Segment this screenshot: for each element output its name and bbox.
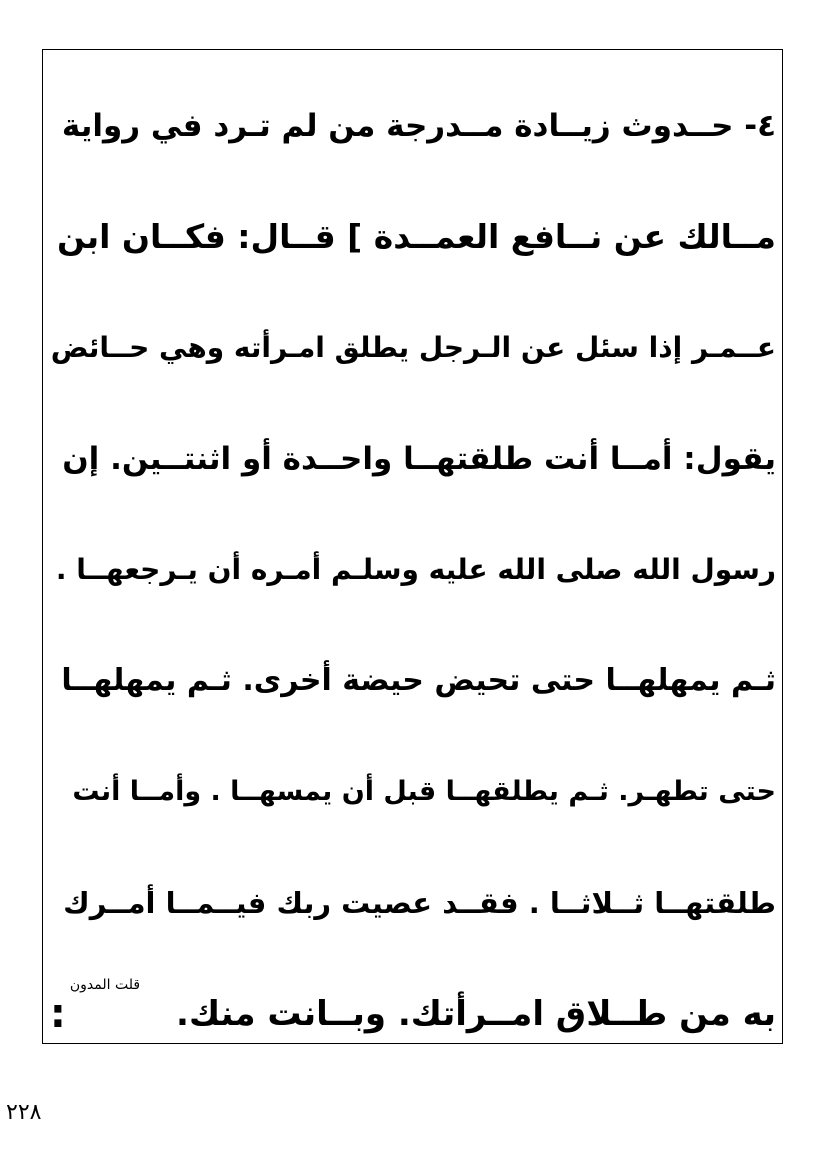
editor-note-label: قلت المدون: [69, 976, 141, 993]
last-line-text: به من طــلاق امــرأتك. وبــانت منك.: [176, 993, 776, 1034]
text-line-5: رسول الله صلى الله عليه وسلـم أمـره أن يـرجعهــا .: [55, 553, 776, 586]
editor-note-colon: :: [49, 990, 66, 1037]
text-line-1: ٤- حــدوث زيــادة مــدرجة من لم تـرد في رواية: [61, 107, 776, 144]
text-line-9: [50, 958, 776, 1069]
text-line-4: يقول: أمــا أنت طلقتهــا واحــدة أو اثنتــين. إن: [62, 440, 776, 477]
page-number: ٢٢٨: [6, 1100, 42, 1125]
text-line-2: مــالك عن نــافع العمــدة ] قــال: فكــان ابن: [57, 217, 776, 256]
text-line-8: طلقتهــا ثــلاثــا . فقــد عصيت ربك فيــمــا أمــرك: [63, 885, 776, 920]
text-line-6: ثـم يمهلهــا حتى تحيض حيضة أخرى. ثـم يمهلهــا: [61, 663, 776, 698]
text-line-3: عــمـر إذا سئل عن الـرجل يطلق امـرأته وهي حــائض: [50, 331, 776, 364]
text-block: [50, 70, 776, 1069]
editor-note: [49, 976, 141, 1037]
text-line-7: حتى تطهـر. ثـم يطلقهــا قبل أن يمسهــا . وأمــا أنت: [72, 776, 776, 807]
